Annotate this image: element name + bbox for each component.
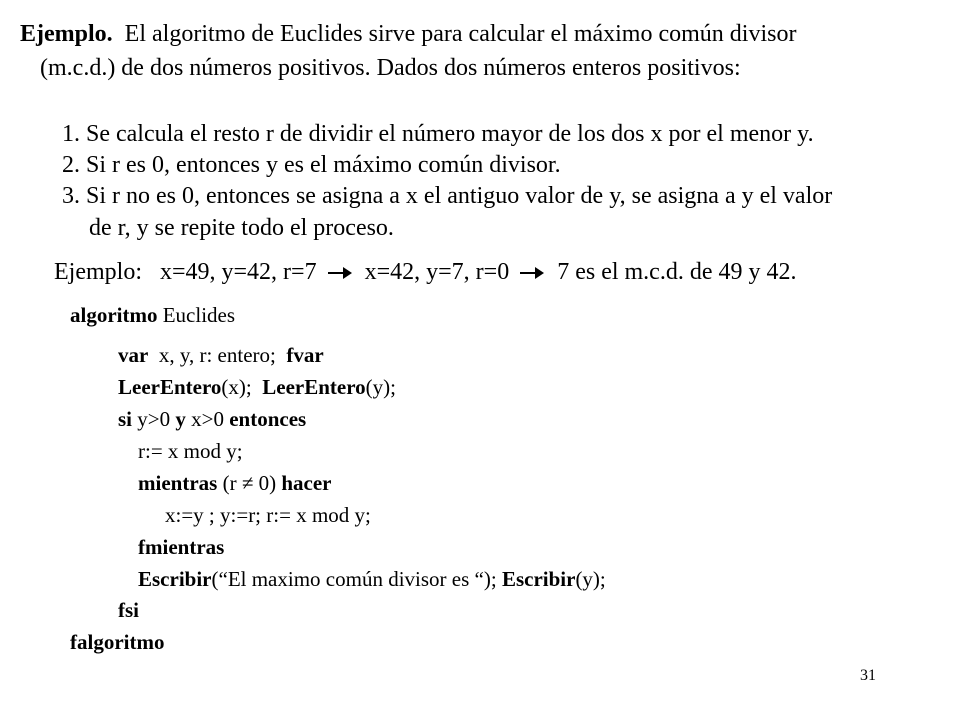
example-label: Ejemplo: [54, 259, 142, 285]
var-declaration: x, y, r: entero; [158, 343, 276, 367]
step-text: Se calcula el resto r de dividir el número mayor de los dos x por el menor y. [86, 121, 814, 147]
keyword-fmientras: fmientras [138, 535, 225, 559]
step-1 [62, 122, 814, 146]
code-line-mientras [138, 473, 332, 494]
step-number: 1. [62, 121, 80, 147]
keyword-fvar: fvar [286, 343, 324, 367]
escribir-arg-1: (“El maximo común divisor es “); [211, 567, 497, 591]
intro-text-2: (m.c.d.) de dos números positivos. Dados dos números enteros positivos: [40, 55, 741, 81]
keyword-hacer: hacer [281, 471, 332, 495]
step-text: de r, y se repite todo el proceso. [89, 215, 394, 241]
step-text: Si r no es 0, entonces se asigna a x el antiguo valor de y, se asigna a y el valor [86, 183, 833, 209]
step-number: 2. [62, 152, 80, 178]
keyword-y: y [175, 407, 186, 431]
keyword-leerentero: LeerEntero [118, 375, 222, 399]
code-line-si [118, 409, 306, 430]
page-number: 31 [860, 667, 876, 684]
code-line-fmientras [138, 537, 224, 558]
step-3-continuation [89, 216, 394, 240]
escribir-arg-2: (y); [575, 567, 606, 591]
algorithm-name: Euclides [162, 303, 236, 327]
example-result: 7 es el m.c.d. de 49 y 42. [557, 259, 797, 285]
leer-arg-y: (y); [365, 375, 396, 399]
example-state-2: x=42, y=7, r=0 [364, 259, 510, 285]
code-line-leer [118, 377, 396, 398]
keyword-leerentero: LeerEntero [262, 375, 366, 399]
loop-body: x:=y ; y:=r; r:= x mod y; [165, 503, 371, 527]
condition-1: y>0 [137, 407, 171, 431]
leer-arg-x: (x); [221, 375, 252, 399]
keyword-algoritmo: algoritmo [70, 303, 158, 327]
intro-line-1 [20, 22, 796, 46]
keyword-escribir: Escribir [501, 567, 576, 591]
code-line-var [118, 345, 324, 366]
keyword-mientras: mientras [138, 471, 218, 495]
right-arrow-icon [327, 266, 353, 280]
step-number: 3. [62, 183, 80, 209]
keyword-escribir: Escribir [138, 567, 212, 591]
intro-heading: Ejemplo. [20, 21, 113, 47]
example-line [54, 260, 797, 284]
code-line-loop-body [165, 505, 371, 526]
code-line-escribir [138, 569, 606, 590]
code-line-falgoritmo [70, 632, 164, 653]
step-text: Si r es 0, entonces y es el máximo común divisor. [86, 152, 561, 178]
keyword-entonces: entonces [229, 407, 307, 431]
keyword-si: si [118, 407, 133, 431]
condition-2: x>0 [191, 407, 224, 431]
example-state-1: x=49, y=42, r=7 [159, 259, 317, 285]
code-line-fsi [118, 600, 139, 621]
intro-line-2 [40, 56, 741, 80]
keyword-var: var [118, 343, 149, 367]
step-2 [62, 153, 561, 177]
code-line-algoritmo [70, 305, 235, 326]
assign-r: r:= x mod y; [138, 439, 243, 463]
step-3 [62, 184, 832, 208]
right-arrow-icon [519, 266, 545, 280]
keyword-fsi: fsi [118, 598, 139, 622]
while-condition: (r ≠ 0) [222, 471, 277, 495]
intro-text-1: El algoritmo de Euclides sirve para calcular el máximo común divisor [124, 21, 797, 47]
code-line-assign-r [138, 441, 243, 462]
keyword-falgoritmo: falgoritmo [70, 630, 165, 654]
